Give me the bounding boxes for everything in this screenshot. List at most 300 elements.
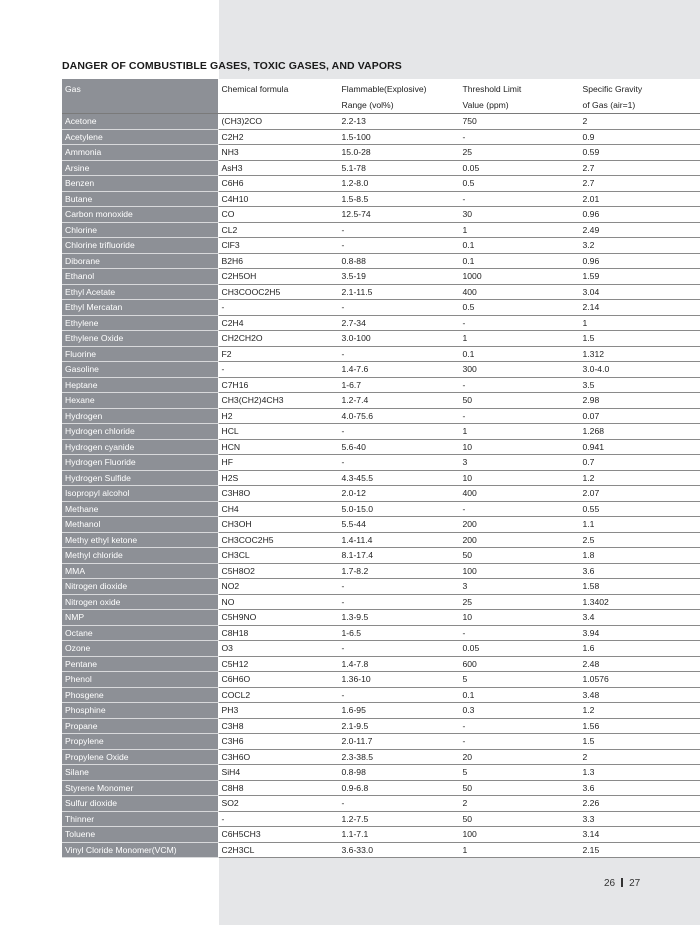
- table-row: [62, 501, 700, 517]
- threshold-limit-cell: 50: [459, 393, 579, 409]
- chemical-formula-cell: HCL: [218, 424, 338, 440]
- table-row: [62, 114, 700, 130]
- threshold-limit-cell: -: [459, 315, 579, 331]
- threshold-limit-cell: 0.1: [459, 346, 579, 362]
- flammable-range-cell: 5.5-44: [338, 517, 459, 533]
- flammable-range-cell: 5.0-15.0: [338, 501, 459, 517]
- gas-name-cell: Hydrogen cyanide: [62, 439, 218, 455]
- gas-name-cell: Chlorine trifluoride: [62, 238, 218, 254]
- flammable-range-cell: 0.8-88: [338, 253, 459, 269]
- threshold-limit-cell: -: [459, 501, 579, 517]
- threshold-limit-cell: 400: [459, 486, 579, 502]
- flammable-range-cell: 0.8-98: [338, 765, 459, 781]
- header-specific-gravity: Specific Gravity of Gas (air=1): [579, 79, 700, 114]
- table-row: [62, 129, 700, 145]
- gas-name-cell: Acetone: [62, 114, 218, 130]
- specific-gravity-cell: 0.59: [579, 145, 700, 161]
- flammable-range-cell: 1-6.5: [338, 625, 459, 641]
- top-margin: [0, 0, 219, 48]
- gas-name-cell: Ethyl Acetate: [62, 284, 218, 300]
- specific-gravity-cell: 3.5: [579, 377, 700, 393]
- gas-name-cell: Hexane: [62, 393, 218, 409]
- chemical-formula-cell: C2H4: [218, 315, 338, 331]
- flammable-range-cell: 4.3-45.5: [338, 470, 459, 486]
- table-row: [62, 331, 700, 347]
- specific-gravity-cell: 2: [579, 749, 700, 765]
- chemical-formula-cell: C5H8O2: [218, 563, 338, 579]
- specific-gravity-cell: 2.5: [579, 532, 700, 548]
- specific-gravity-cell: 2.48: [579, 656, 700, 672]
- chemical-formula-cell: CH3OH: [218, 517, 338, 533]
- threshold-limit-cell: 0.05: [459, 160, 579, 176]
- chemical-formula-cell: CH3CL: [218, 548, 338, 564]
- specific-gravity-cell: 1.5: [579, 734, 700, 750]
- specific-gravity-cell: 3.2: [579, 238, 700, 254]
- gas-name-cell: Ethylene Oxide: [62, 331, 218, 347]
- specific-gravity-cell: 0.9: [579, 129, 700, 145]
- table-row: [62, 811, 700, 827]
- table-row: [62, 362, 700, 378]
- flammable-range-cell: -: [338, 222, 459, 238]
- flammable-range-cell: 5.6-40: [338, 439, 459, 455]
- flammable-range-cell: 12.5-74: [338, 207, 459, 223]
- flammable-range-cell: -: [338, 300, 459, 316]
- chemical-formula-cell: C3H8: [218, 718, 338, 734]
- specific-gravity-cell: 2.49: [579, 222, 700, 238]
- flammable-range-cell: 0.9-6.8: [338, 780, 459, 796]
- flammable-range-cell: 1.5-100: [338, 129, 459, 145]
- page-number-right: 27: [629, 878, 641, 889]
- gas-name-cell: Hydrogen Fluoride: [62, 455, 218, 471]
- chemical-formula-cell: ClF3: [218, 238, 338, 254]
- threshold-limit-cell: 10: [459, 439, 579, 455]
- specific-gravity-cell: 1.1: [579, 517, 700, 533]
- threshold-limit-cell: 0.1: [459, 238, 579, 254]
- table-row: [62, 284, 700, 300]
- table-row: [62, 455, 700, 471]
- table-row: [62, 579, 700, 595]
- gas-name-cell: Pentane: [62, 656, 218, 672]
- specific-gravity-cell: 3.04: [579, 284, 700, 300]
- specific-gravity-cell: 1.268: [579, 424, 700, 440]
- flammable-range-cell: -: [338, 594, 459, 610]
- gas-name-cell: Hydrogen chloride: [62, 424, 218, 440]
- threshold-limit-cell: -: [459, 191, 579, 207]
- flammable-range-cell: -: [338, 641, 459, 657]
- chemical-formula-cell: C2H2: [218, 129, 338, 145]
- threshold-limit-cell: 2: [459, 796, 579, 812]
- table-row: [62, 641, 700, 657]
- table-row: [62, 656, 700, 672]
- specific-gravity-cell: 1.59: [579, 269, 700, 285]
- chemical-formula-cell: COCL2: [218, 687, 338, 703]
- chemical-formula-cell: C3H8O: [218, 486, 338, 502]
- gas-name-cell: Gasoline: [62, 362, 218, 378]
- flammable-range-cell: 3.5-19: [338, 269, 459, 285]
- chemical-formula-cell: HF: [218, 455, 338, 471]
- threshold-limit-cell: 200: [459, 517, 579, 533]
- specific-gravity-cell: 2.7: [579, 160, 700, 176]
- gas-name-cell: Methyl chloride: [62, 548, 218, 564]
- flammable-range-cell: 1.5-8.5: [338, 191, 459, 207]
- threshold-limit-cell: -: [459, 734, 579, 750]
- flammable-range-cell: -: [338, 455, 459, 471]
- table-row: [62, 486, 700, 502]
- flammable-range-cell: -: [338, 579, 459, 595]
- gas-name-cell: MMA: [62, 563, 218, 579]
- specific-gravity-cell: 1.312: [579, 346, 700, 362]
- table-row: [62, 269, 700, 285]
- specific-gravity-cell: 2: [579, 114, 700, 130]
- table-row: [62, 796, 700, 812]
- table-row: [62, 253, 700, 269]
- specific-gravity-cell: 3.0-4.0: [579, 362, 700, 378]
- gas-name-cell: Chlorine: [62, 222, 218, 238]
- specific-gravity-cell: 0.55: [579, 501, 700, 517]
- chemical-formula-cell: C2H5OH: [218, 269, 338, 285]
- table-row: [62, 207, 700, 223]
- threshold-limit-cell: 50: [459, 780, 579, 796]
- flammable-range-cell: 2.1-11.5: [338, 284, 459, 300]
- chemical-formula-cell: NO: [218, 594, 338, 610]
- threshold-limit-cell: 20: [459, 749, 579, 765]
- chemical-formula-cell: HCN: [218, 439, 338, 455]
- chemical-formula-cell: SO2: [218, 796, 338, 812]
- specific-gravity-cell: 1.6: [579, 641, 700, 657]
- chemical-formula-cell: -: [218, 300, 338, 316]
- gas-name-cell: Phosphine: [62, 703, 218, 719]
- table-row: [62, 470, 700, 486]
- gas-name-cell: Methanol: [62, 517, 218, 533]
- chemical-formula-cell: CH3(CH2)4CH3: [218, 393, 338, 409]
- flammable-range-cell: 3.0-100: [338, 331, 459, 347]
- table-row: [62, 191, 700, 207]
- chemical-formula-cell: C5H9NO: [218, 610, 338, 626]
- chemical-formula-cell: H2: [218, 408, 338, 424]
- specific-gravity-cell: 1.8: [579, 548, 700, 564]
- gas-name-cell: Propylene: [62, 734, 218, 750]
- gas-name-cell: Nitrogen dioxide: [62, 579, 218, 595]
- threshold-limit-cell: 1: [459, 424, 579, 440]
- table-row: [62, 780, 700, 796]
- threshold-limit-cell: 25: [459, 145, 579, 161]
- table-row: [62, 377, 700, 393]
- chemical-formula-cell: C7H16: [218, 377, 338, 393]
- table-row: [62, 346, 700, 362]
- threshold-limit-cell: 750: [459, 114, 579, 130]
- table-row: [62, 594, 700, 610]
- specific-gravity-cell: 2.01: [579, 191, 700, 207]
- table-row: [62, 393, 700, 409]
- gas-name-cell: Ethylene: [62, 315, 218, 331]
- header-threshold-limit: Threshold Limit Value (ppm): [459, 79, 579, 114]
- flammable-range-cell: 2.0-11.7: [338, 734, 459, 750]
- threshold-limit-cell: 5: [459, 672, 579, 688]
- chemical-formula-cell: NO2: [218, 579, 338, 595]
- flammable-range-cell: 1.7-8.2: [338, 563, 459, 579]
- specific-gravity-cell: 3.6: [579, 780, 700, 796]
- flammable-range-cell: -: [338, 424, 459, 440]
- threshold-limit-cell: 1: [459, 222, 579, 238]
- threshold-limit-cell: 0.5: [459, 300, 579, 316]
- threshold-limit-cell: 0.1: [459, 687, 579, 703]
- chemical-formula-cell: C8H18: [218, 625, 338, 641]
- table-row: [62, 718, 700, 734]
- table-row: [62, 687, 700, 703]
- table-row: [62, 842, 700, 858]
- threshold-limit-cell: 5: [459, 765, 579, 781]
- chemical-formula-cell: CH3COOC2H5: [218, 284, 338, 300]
- flammable-range-cell: 1.3-9.5: [338, 610, 459, 626]
- chemical-formula-cell: C6H6: [218, 176, 338, 192]
- chemical-formula-cell: CL2: [218, 222, 338, 238]
- threshold-limit-cell: 1: [459, 331, 579, 347]
- threshold-limit-cell: 25: [459, 594, 579, 610]
- specific-gravity-cell: 3.6: [579, 563, 700, 579]
- gas-name-cell: Styrene Monomer: [62, 780, 218, 796]
- flammable-range-cell: 2.1-9.5: [338, 718, 459, 734]
- table-header-row: [62, 79, 700, 114]
- table-row: [62, 238, 700, 254]
- table-row: [62, 563, 700, 579]
- chemical-formula-cell: CH4: [218, 501, 338, 517]
- table-row: [62, 765, 700, 781]
- flammable-range-cell: 2.2-13: [338, 114, 459, 130]
- threshold-limit-cell: 1000: [459, 269, 579, 285]
- table-row: [62, 222, 700, 238]
- threshold-limit-cell: 100: [459, 563, 579, 579]
- header-flammable-range: Flammable(Explosive) Range (vol%): [338, 79, 459, 114]
- flammable-range-cell: 1.4-7.8: [338, 656, 459, 672]
- gas-name-cell: Phenol: [62, 672, 218, 688]
- threshold-limit-cell: 30: [459, 207, 579, 223]
- flammable-range-cell: -: [338, 238, 459, 254]
- table-row: [62, 176, 700, 192]
- gas-name-cell: Ethyl Mercatan: [62, 300, 218, 316]
- table-row: [62, 672, 700, 688]
- threshold-limit-cell: -: [459, 408, 579, 424]
- threshold-limit-cell: 1: [459, 842, 579, 858]
- gas-name-cell: Methane: [62, 501, 218, 517]
- threshold-limit-cell: -: [459, 129, 579, 145]
- specific-gravity-cell: 2.7: [579, 176, 700, 192]
- specific-gravity-cell: 2.98: [579, 393, 700, 409]
- table-row: [62, 532, 700, 548]
- header-gas: Gas: [62, 79, 218, 114]
- gas-name-cell: Ozone: [62, 641, 218, 657]
- flammable-range-cell: 1.1-7.1: [338, 827, 459, 843]
- chemical-formula-cell: C6H5CH3: [218, 827, 338, 843]
- specific-gravity-cell: 1.0576: [579, 672, 700, 688]
- table-body: [62, 114, 700, 858]
- gas-name-cell: Propylene Oxide: [62, 749, 218, 765]
- threshold-limit-cell: 10: [459, 470, 579, 486]
- threshold-limit-cell: -: [459, 718, 579, 734]
- chemical-formula-cell: C6H6O: [218, 672, 338, 688]
- flammable-range-cell: 15.0-28: [338, 145, 459, 161]
- table-row: [62, 300, 700, 316]
- chemical-formula-cell: SiH4: [218, 765, 338, 781]
- gas-hazard-table: [62, 79, 700, 858]
- specific-gravity-cell: 1.2: [579, 470, 700, 486]
- specific-gravity-cell: 3.14: [579, 827, 700, 843]
- gas-name-cell: Ethanol: [62, 269, 218, 285]
- page-title: DANGER OF COMBUSTIBLE GASES, TOXIC GASES, AND VAPORS: [62, 60, 402, 72]
- table-row: [62, 424, 700, 440]
- gas-name-cell: Hydrogen: [62, 408, 218, 424]
- gas-name-cell: Nitrogen oxide: [62, 594, 218, 610]
- chemical-formula-cell: NH3: [218, 145, 338, 161]
- threshold-limit-cell: 0.1: [459, 253, 579, 269]
- gas-name-cell: Hydrogen Sulfide: [62, 470, 218, 486]
- table-row: [62, 517, 700, 533]
- threshold-limit-cell: 0.3: [459, 703, 579, 719]
- threshold-limit-cell: -: [459, 377, 579, 393]
- chemical-formula-cell: C3H6O: [218, 749, 338, 765]
- gas-name-cell: Octane: [62, 625, 218, 641]
- threshold-limit-cell: 50: [459, 548, 579, 564]
- threshold-limit-cell: 300: [459, 362, 579, 378]
- gas-name-cell: Methy ethyl ketone: [62, 532, 218, 548]
- gas-name-cell: Sulfur dioxide: [62, 796, 218, 812]
- specific-gravity-cell: 0.07: [579, 408, 700, 424]
- header-formula: Chemical formula: [218, 79, 338, 114]
- gas-name-cell: Fluorine: [62, 346, 218, 362]
- flammable-range-cell: 2.3-38.5: [338, 749, 459, 765]
- chemical-formula-cell: C2H3CL: [218, 842, 338, 858]
- flammable-range-cell: 1.2-8.0: [338, 176, 459, 192]
- gas-name-cell: Butane: [62, 191, 218, 207]
- flammable-range-cell: 2.7-34: [338, 315, 459, 331]
- chemical-formula-cell: C3H6: [218, 734, 338, 750]
- specific-gravity-cell: 0.96: [579, 253, 700, 269]
- specific-gravity-cell: 3.4: [579, 610, 700, 626]
- chemical-formula-cell: -: [218, 811, 338, 827]
- gas-name-cell: Acetylene: [62, 129, 218, 145]
- threshold-limit-cell: 600: [459, 656, 579, 672]
- chemical-formula-cell: C8H8: [218, 780, 338, 796]
- specific-gravity-cell: 2.15: [579, 842, 700, 858]
- table-row: [62, 625, 700, 641]
- chemical-formula-cell: O3: [218, 641, 338, 657]
- specific-gravity-cell: 1.56: [579, 718, 700, 734]
- table-row: [62, 315, 700, 331]
- flammable-range-cell: -: [338, 687, 459, 703]
- gas-name-cell: Propane: [62, 718, 218, 734]
- flammable-range-cell: 1.2-7.5: [338, 811, 459, 827]
- flammable-range-cell: 1.4-11.4: [338, 532, 459, 548]
- chemical-formula-cell: C5H12: [218, 656, 338, 672]
- specific-gravity-cell: 1: [579, 315, 700, 331]
- table-row: [62, 734, 700, 750]
- chemical-formula-cell: CH3COC2H5: [218, 532, 338, 548]
- gas-name-cell: NMP: [62, 610, 218, 626]
- flammable-range-cell: 3.6-33.0: [338, 842, 459, 858]
- page-number-separator: [621, 878, 623, 887]
- specific-gravity-cell: 1.58: [579, 579, 700, 595]
- specific-gravity-cell: 2.26: [579, 796, 700, 812]
- chemical-formula-cell: C4H10: [218, 191, 338, 207]
- threshold-limit-cell: 10: [459, 610, 579, 626]
- table-row: [62, 703, 700, 719]
- table-row: [62, 610, 700, 626]
- table-row: [62, 160, 700, 176]
- flammable-range-cell: 1-6.7: [338, 377, 459, 393]
- specific-gravity-cell: 1.5: [579, 331, 700, 347]
- threshold-limit-cell: 200: [459, 532, 579, 548]
- flammable-range-cell: -: [338, 346, 459, 362]
- specific-gravity-cell: 1.2: [579, 703, 700, 719]
- gas-name-cell: Thinner: [62, 811, 218, 827]
- flammable-range-cell: 8.1-17.4: [338, 548, 459, 564]
- threshold-limit-cell: 400: [459, 284, 579, 300]
- gas-name-cell: Vinyl Cloride Monomer(VCM): [62, 842, 218, 858]
- specific-gravity-cell: 0.96: [579, 207, 700, 223]
- threshold-limit-cell: 100: [459, 827, 579, 843]
- page-number-left: 26: [604, 878, 616, 889]
- gas-name-cell: Diborane: [62, 253, 218, 269]
- gas-name-cell: Phosgene: [62, 687, 218, 703]
- flammable-range-cell: 1.6-95: [338, 703, 459, 719]
- threshold-limit-cell: 0.5: [459, 176, 579, 192]
- flammable-range-cell: -: [338, 796, 459, 812]
- flammable-range-cell: 1.36-10: [338, 672, 459, 688]
- threshold-limit-cell: 3: [459, 579, 579, 595]
- table-row: [62, 145, 700, 161]
- flammable-range-cell: 5.1-78: [338, 160, 459, 176]
- threshold-limit-cell: -: [459, 625, 579, 641]
- chemical-formula-cell: -: [218, 362, 338, 378]
- gas-name-cell: Silane: [62, 765, 218, 781]
- specific-gravity-cell: 3.48: [579, 687, 700, 703]
- specific-gravity-cell: 3.94: [579, 625, 700, 641]
- chemical-formula-cell: CH2CH2O: [218, 331, 338, 347]
- flammable-range-cell: 4.0-75.6: [338, 408, 459, 424]
- gas-name-cell: Arsine: [62, 160, 218, 176]
- specific-gravity-cell: 0.7: [579, 455, 700, 471]
- table-row: [62, 827, 700, 843]
- chemical-formula-cell: AsH3: [218, 160, 338, 176]
- chemical-formula-cell: (CH3)2CO: [218, 114, 338, 130]
- flammable-range-cell: 1.4-7.6: [338, 362, 459, 378]
- table-row: [62, 749, 700, 765]
- threshold-limit-cell: 50: [459, 811, 579, 827]
- gas-name-cell: Carbon monoxide: [62, 207, 218, 223]
- chemical-formula-cell: CO: [218, 207, 338, 223]
- specific-gravity-cell: 0.941: [579, 439, 700, 455]
- specific-gravity-cell: 3.3: [579, 811, 700, 827]
- page-margin: [0, 0, 62, 925]
- chemical-formula-cell: B2H6: [218, 253, 338, 269]
- table-row: [62, 548, 700, 564]
- specific-gravity-cell: 1.3: [579, 765, 700, 781]
- flammable-range-cell: 1.2-7.4: [338, 393, 459, 409]
- specific-gravity-cell: 2.07: [579, 486, 700, 502]
- gas-name-cell: Heptane: [62, 377, 218, 393]
- table-row: [62, 439, 700, 455]
- table-row: [62, 408, 700, 424]
- gas-name-cell: Toluene: [62, 827, 218, 843]
- specific-gravity-cell: 1.3402: [579, 594, 700, 610]
- threshold-limit-cell: 0.05: [459, 641, 579, 657]
- threshold-limit-cell: 3: [459, 455, 579, 471]
- flammable-range-cell: 2.0-12: [338, 486, 459, 502]
- gas-name-cell: Ammonia: [62, 145, 218, 161]
- page-numbers: [604, 878, 640, 889]
- specific-gravity-cell: 2.14: [579, 300, 700, 316]
- chemical-formula-cell: F2: [218, 346, 338, 362]
- gas-name-cell: Benzen: [62, 176, 218, 192]
